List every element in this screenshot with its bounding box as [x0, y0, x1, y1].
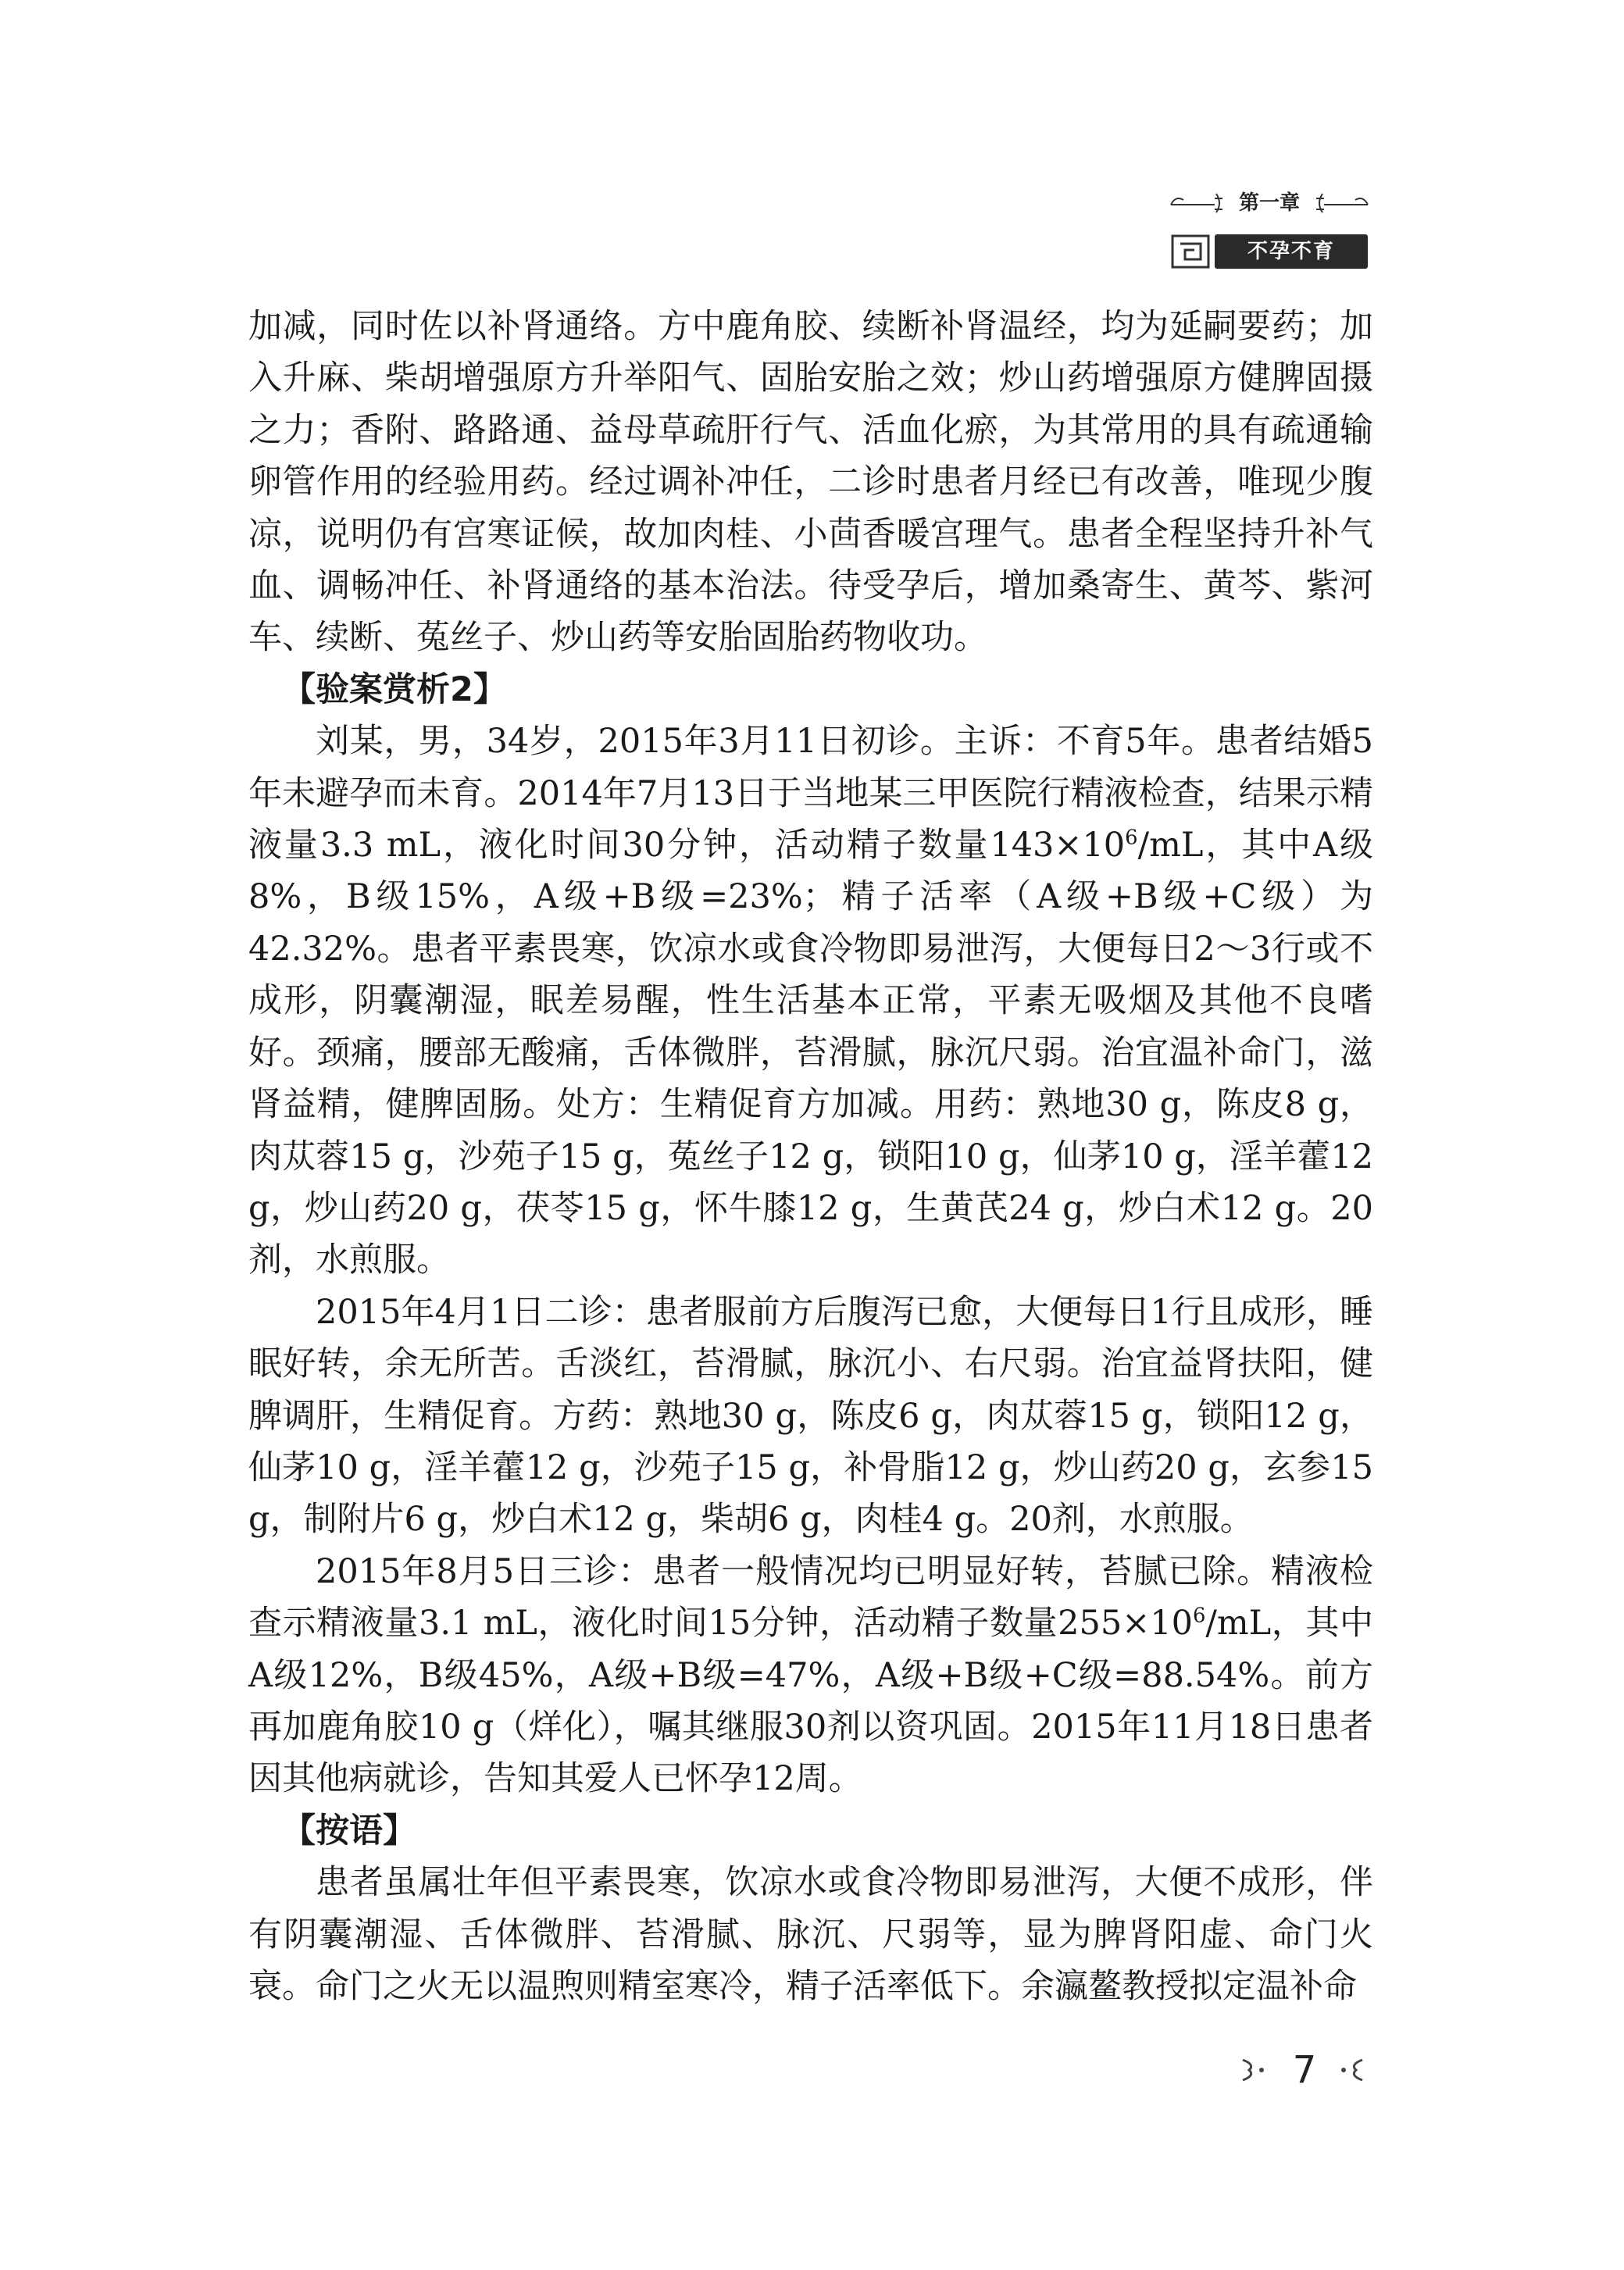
page-footer	[1238, 2043, 1371, 2097]
paragraph: 2015年4月1日二诊：患者服前方后腹泻已愈，大便每日1行且成形，睡眠好转，余无所苦。舌淡红，苔滑腻，脉沉小、右尺弱。治宜益肾扶阳，健脾调肝，生精促育。方药：熟地30 g，陈皮6 g，肉苁蓉15 g，锁阳12 g，仙茅10 g，淫羊藿12 g，沙苑子15 g，补骨脂12 g，炒山药20 g，玄参15 g，制附片6 g，炒白术12 g，柴胡6 g，肉桂4 g。20剂，水煎服。	[248, 1292, 1373, 1540]
paragraph-text: /mL，其中A级12%，B级45%，A级+B级=47%，A级+B级+C级=88.54%。前方再加鹿角胶10 g（烊化），嘱其继服30剂以资巩固。2015年11月18日患者因其他病就诊，告知其爱人已怀孕12周。	[248, 1604, 1373, 1799]
section-heading: 【按语】	[282, 1811, 416, 1851]
section-heading: 【验案赏析2】	[282, 669, 507, 709]
superscript: 6	[1192, 1604, 1206, 1628]
page-number: 7	[1292, 2048, 1317, 2092]
superscript: 6	[1125, 826, 1138, 850]
chapter-title-row	[1168, 187, 1371, 219]
left-ornament-icon	[1238, 2057, 1269, 2083]
paragraph-text: 2015年8月5日三诊：患者一般情况均已明显好转，苔腻已除。精液检查示精液量3.1 mL，液化时间15分钟，活动精子数量255×10	[248, 1551, 1373, 1644]
body-text	[248, 301, 1373, 2012]
paragraph-text: 刘某，男，34岁，2015年3月11日初诊。主诉：不育5年。患者结婚5年未避孕而未育。2014年7月13日于当地某三甲医院行精液检查，结果示精液量3.3 mL，液化时间30分钟，活动精子数量143×10	[248, 722, 1373, 866]
chapter-subtitle: 不孕不育	[1247, 240, 1335, 263]
chapter-subtitle-box	[1215, 234, 1368, 269]
chapter-label: 第一章	[1238, 191, 1300, 215]
paragraph: 患者虽属壮年但平素畏寒，饮凉水或食冷物即易泄泻，大便不成形，伴有阴囊潮湿、舌体微胖、苔滑腻、脉沉、尺弱等，显为脾肾阳虚、命门火衰。命门之火无以温煦则精室寒冷，精子活率低下。余瀛鳌教授拟定温补命	[248, 1863, 1373, 2006]
chapter-subtitle-row	[1168, 230, 1371, 272]
fret-ornament-icon	[1168, 230, 1215, 272]
chapter-header	[1168, 187, 1371, 273]
paragraph	[248, 1546, 1373, 1805]
right-ornament-icon	[1336, 2057, 1367, 2083]
paragraph	[248, 716, 1373, 1286]
paragraph-text: /mL，其中A级8%，B级15%，A级+B级=23%；精子活率（A级+B级+C级）为42.32%。患者平素畏寒，饮凉水或食冷物即易泄泻，大便每日2～3行或不成形，阴囊潮湿，眠差易醒，性生活基本正常，平素无吸烟及其他不良嗜好。颈痛，腰部无酸痛，舌体微胖，苔滑腻，脉沉尺弱。治宜温补命门，滋肾益精，健脾固肠。处方：生精促育方加减。用药：熟地30 g，陈皮8 g，肉苁蓉15 g，沙苑子15 g，菟丝子12 g，锁阳10 g，仙茅10 g，淫羊藿12 g，炒山药20 g，茯苓15 g，怀牛膝12 g，生黄芪24 g，炒白术12 g。20剂，水煎服。	[248, 826, 1374, 1280]
paragraph: 加减，同时佐以补肾通络。方中鹿角胶、续断补肾温经，均为延嗣要药；加入升麻、柴胡增强原方升举阳气、固胎安胎之效；炒山药增强原方健脾固摄之力；香附、路路通、益母草疏肝行气、活血化瘀，为其常用的具有疏通输卵管作用的经验用药。经过调补冲任，二诊时患者月经已有改善，唯现少腹凉，说明仍有宫寒证候，故加肉桂、小茴香暖宫理气。患者全程坚持升补气血、调畅冲任、补肾通络的基本治法。待受孕后，增加桑寄生、黄芩、紫河车、续断、菟丝子、炒山药等安胎固胎药物收功。	[248, 307, 1373, 658]
